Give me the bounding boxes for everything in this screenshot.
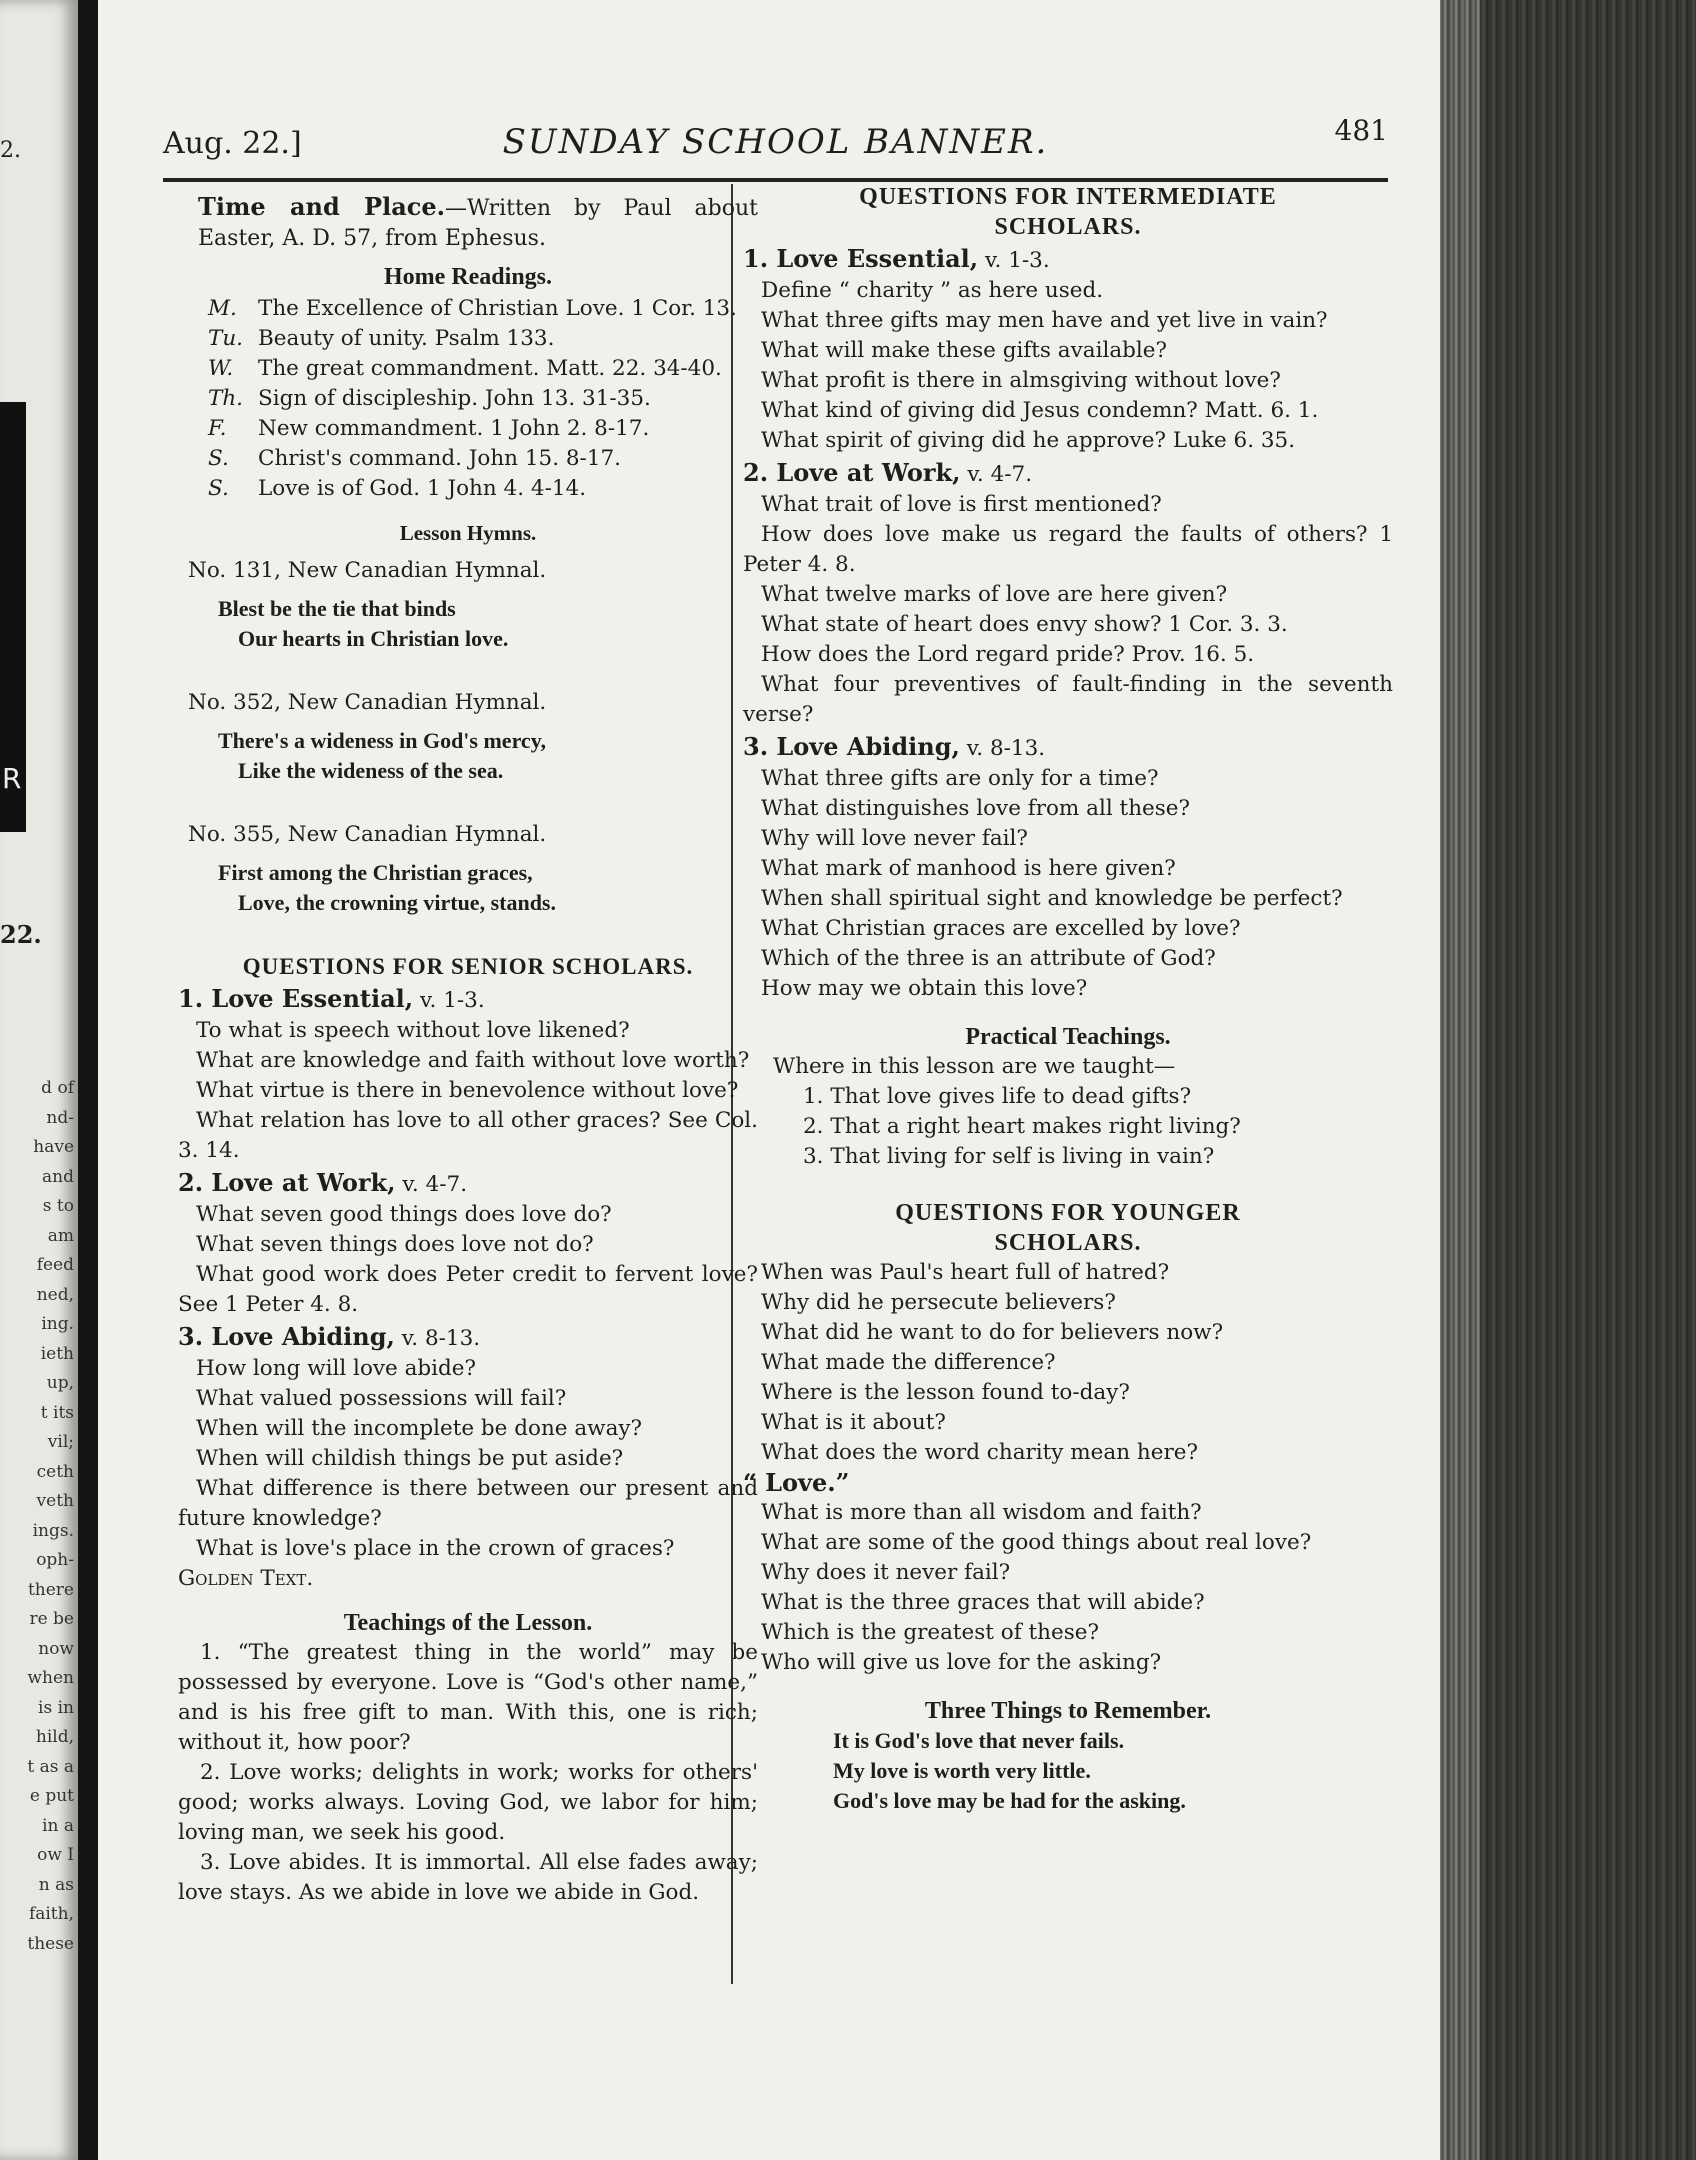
- home-reading-row: [208, 384, 758, 414]
- three-things-title: Three Things to Remember.: [924, 1698, 1212, 1724]
- golden-text: [178, 1564, 758, 1594]
- question-line: What three gifts are only for a time?: [761, 766, 1159, 791]
- page-edges: [1440, 0, 1696, 2160]
- left-page-fragment-line: feed: [36, 1255, 74, 1275]
- question-line: What profit is there in almsgiving without love?: [761, 368, 1281, 393]
- senior-questions-title: QUESTIONS FOR SENIOR SCHOLARS.: [242, 954, 694, 979]
- senior-sections: [178, 984, 758, 1564]
- left-page-fragment: [0, 0, 78, 2160]
- header-title: SUNDAY SCHOOL BANNER.: [502, 122, 1049, 162]
- question-line: What state of heart does envy show? 1 Cor. 3. 3.: [761, 612, 1288, 637]
- love-question: Which is the greatest of these?: [761, 1620, 1100, 1645]
- younger-title-line-1: QUESTIONS FOR YOUNGER: [895, 1200, 1241, 1226]
- love-questions: [743, 1498, 1393, 1678]
- left-page-fragment-line: ow I: [37, 1845, 74, 1865]
- teaching-paragraph: 2. Love works; delights in work; works for others' good; works always. Loving God, we labor for him; loving man, we seek his good.: [178, 1760, 758, 1845]
- love-question: Why does it never fail?: [761, 1560, 1011, 1585]
- header-date: Aug. 22.]: [163, 126, 302, 161]
- teaching-paragraph: 1. “The greatest thing in the world” may be possessed by everyone. Love is “God's other name,” and is his free gift to man. With this, one is rich; without it, how poor?: [178, 1640, 758, 1755]
- hymn-entry: [178, 820, 758, 918]
- hymn-line: Blest be the tie that binds: [218, 596, 456, 621]
- book-gutter: [78, 0, 100, 2160]
- left-column: [178, 192, 758, 1908]
- question-line: What distinguishes love from all these?: [761, 796, 1191, 821]
- younger-question: Why did he persecute believers?: [761, 1290, 1116, 1315]
- love-question: What is the three graces that will abide?: [761, 1590, 1205, 1615]
- section-label: 2. Love at Work,: [743, 458, 961, 487]
- practical-item: 3. That living for self is living in vain?: [803, 1144, 1215, 1169]
- teachings-list: [178, 1638, 758, 1908]
- section-label: 3. Love Abiding,: [178, 1322, 395, 1351]
- younger-question: When was Paul's heart full of hatred?: [761, 1260, 1170, 1285]
- left-page-fragment-line: ieth: [40, 1343, 74, 1364]
- header-page-number: 481: [1334, 114, 1388, 147]
- question-line: What twelve marks of love are here given?: [761, 582, 1228, 607]
- question-line: How may we obtain this love?: [761, 976, 1088, 1001]
- practical-teachings-title: Practical Teachings.: [965, 1024, 1171, 1050]
- question-line: What trait of love is first mentioned?: [761, 492, 1162, 517]
- left-page-fragment-line: oph-: [36, 1550, 74, 1570]
- left-page-fragment-line: ings.: [32, 1520, 74, 1541]
- home-reading-row: [208, 354, 758, 384]
- question-line: What relation has love to all other graces? See Col. 3. 14.: [178, 1108, 758, 1163]
- home-readings-title: Home Readings.: [384, 264, 552, 290]
- younger-question: What is it about?: [761, 1410, 946, 1435]
- question-line: What three gifts may men have and yet live in vain?: [761, 308, 1328, 333]
- hymns-list: [178, 556, 758, 918]
- left-page-fragment-line: have: [33, 1137, 74, 1157]
- younger-question: What did he want to do for believers now?: [761, 1320, 1224, 1345]
- love-question: What are some of the good things about real love?: [761, 1530, 1312, 1555]
- left-page-fragment-line: there: [27, 1579, 74, 1600]
- hymn-number: No. 352, New Canadian Hymnal.: [188, 690, 547, 715]
- intermediate-sections: [743, 244, 1393, 1004]
- left-page-fragment-line: now: [38, 1638, 74, 1659]
- left-page-fragment-line: ing.: [41, 1314, 74, 1334]
- home-reading-row: [208, 324, 758, 354]
- hymn-line: Love, the crowning virtue, stands.: [238, 890, 556, 915]
- practical-items: [743, 1082, 1393, 1172]
- question-line: What Christian graces are excelled by love?: [761, 916, 1241, 941]
- reading-text: Beauty of unity. Psalm 133.: [258, 326, 555, 351]
- teaching-paragraph: 3. Love abides. It is immortal. All else fades away; love stays. As we abide in love we abide in God.: [178, 1850, 758, 1905]
- reading-day: W.: [208, 356, 234, 381]
- question-line: What seven good things does love do?: [196, 1202, 612, 1227]
- home-reading-row: [208, 414, 758, 444]
- practical-item: 1. That love gives life to dead gifts?: [803, 1084, 1192, 1109]
- hymn-entry: [178, 556, 758, 654]
- left-page-fragment-line: t as a: [27, 1756, 74, 1777]
- left-page-fragment-line: t its: [40, 1402, 74, 1423]
- remember-item: God's love may be had for the asking.: [833, 1788, 1186, 1813]
- left-page-fragment-line: these: [27, 1933, 74, 1954]
- question-line: What spirit of giving did he approve? Luke 6. 35.: [761, 428, 1296, 453]
- page-header: [163, 108, 1388, 178]
- younger-question: Where is the lesson found to-day?: [761, 1380, 1130, 1405]
- question-line: What difference is there between our present and future knowledge?: [178, 1476, 758, 1531]
- love-label: “ Love.”: [743, 1468, 850, 1497]
- question-line: What kind of giving did Jesus condemn? Matt. 6. 1.: [761, 398, 1319, 423]
- left-page-fragment-line: am: [47, 1225, 74, 1246]
- question-line: How long will love abide?: [196, 1356, 477, 1381]
- left-page-fragment-line: ned,: [36, 1284, 74, 1305]
- remember-item: It is God's love that never fails.: [833, 1728, 1125, 1753]
- younger-title-line-2: SCHOLARS.: [994, 1230, 1142, 1256]
- left-page-fragment-line: nd-: [46, 1107, 74, 1128]
- tab-letter: R: [2, 762, 22, 795]
- black-tab: [0, 402, 26, 832]
- reading-day: F.: [208, 416, 227, 441]
- section-label: 3. Love Abiding,: [743, 732, 960, 761]
- lesson-hymns-title: Lesson Hymns.: [399, 521, 537, 545]
- golden-text-label: Golden Text.: [178, 1566, 314, 1591]
- intermediate-title-line-2: SCHOLARS.: [994, 214, 1142, 240]
- reading-day: S.: [208, 476, 229, 501]
- section-verse-ref: v. 8-13.: [959, 736, 1046, 761]
- younger-question: What made the difference?: [761, 1350, 1056, 1375]
- question-line: To what is speech without love likened?: [196, 1018, 630, 1043]
- left-page-fragment-line: in a: [42, 1815, 74, 1836]
- question-line: Define “ charity ” as here used.: [761, 278, 1104, 303]
- section-heading: [178, 984, 758, 1016]
- section-verse-ref: v. 1-3.: [978, 248, 1050, 273]
- question-line: How does the Lord regard pride? Prov. 16. 5.: [761, 642, 1255, 667]
- question-line: What good work does Peter credit to fervent love? See 1 Peter 4. 8.: [178, 1262, 758, 1317]
- left-page-fragment-line: and: [42, 1166, 74, 1187]
- section-label: 1. Love Essential,: [743, 244, 979, 273]
- question-line: What are knowledge and faith without love worth?: [196, 1048, 750, 1073]
- reading-day: Th.: [208, 386, 244, 411]
- section-heading: [743, 732, 1393, 764]
- home-reading-row: [208, 474, 758, 504]
- time-and-place: [198, 192, 758, 254]
- section-heading: [743, 244, 1393, 276]
- remember-items: [833, 1726, 1393, 1816]
- left-page-fragment-line: d of: [41, 1078, 74, 1098]
- left-page-fragment-line: n as: [38, 1874, 74, 1895]
- reading-text: New commandment. 1 John 2. 8-17.: [258, 416, 650, 441]
- teachings-title: Teachings of the Lesson.: [343, 1610, 593, 1636]
- question-line: What seven things does love not do?: [196, 1232, 594, 1257]
- left-page-fragment-line: is in: [38, 1697, 74, 1718]
- left-page-fragment-line: ceth: [36, 1461, 74, 1482]
- hymn-line: First among the Christian graces,: [218, 860, 533, 885]
- hymn-line: There's a wideness in God's mercy,: [218, 728, 546, 753]
- question-line: What valued possessions will fail?: [196, 1386, 567, 1411]
- section-verse-ref: v. 4-7.: [960, 462, 1033, 487]
- section-verse-ref: v. 8-13.: [394, 1326, 481, 1351]
- question-line: How does love make us regard the faults of others? 1 Peter 4. 8.: [743, 522, 1393, 577]
- home-readings-list: [208, 294, 758, 504]
- left-page-fragment-line: up,: [46, 1373, 74, 1393]
- hymn-line: Our hearts in Christian love.: [238, 626, 509, 651]
- left-page-fragment-line: vil;: [47, 1432, 74, 1452]
- time-place-label: Time and Place.: [198, 192, 445, 221]
- left-page-fragment-line: veth: [36, 1491, 74, 1511]
- reading-text: The great commandment. Matt. 22. 34-40.: [258, 356, 722, 381]
- left-page-fragment-line: faith,: [28, 1904, 74, 1924]
- practical-item: 2. That a right heart makes right living?: [803, 1114, 1241, 1139]
- question-line: When shall spiritual sight and knowledge be perfect?: [761, 886, 1343, 911]
- question-line: What is love's place in the crown of graces?: [196, 1536, 675, 1561]
- hymn-number: No. 355, New Canadian Hymnal.: [188, 822, 547, 847]
- hymn-entry: [178, 688, 758, 786]
- reading-text: Love is of God. 1 John 4. 4-14.: [258, 476, 587, 501]
- reading-text: The Excellence of Christian Love. 1 Cor. 13.: [258, 296, 737, 321]
- younger-question: What does the word charity mean here?: [761, 1440, 1198, 1465]
- left-page-fragment-line: s to: [42, 1196, 74, 1216]
- question-line: What four preventives of fault-finding in the seventh verse?: [743, 672, 1393, 727]
- reading-day: S.: [208, 446, 229, 471]
- home-reading-row: [208, 444, 758, 474]
- left-page-lesson-number: 22.: [0, 920, 42, 949]
- time-place-text: —Written by Paul about Easter, A. D. 57, from Ephesus.: [198, 196, 758, 251]
- question-line: What virtue is there in benevolence without love?: [196, 1078, 739, 1103]
- left-page-fragment-line: e put: [29, 1786, 74, 1806]
- section-verse-ref: v. 1-3.: [413, 988, 485, 1013]
- question-line: Which of the three is an attribute of God?: [761, 946, 1216, 971]
- reading-day: Tu.: [208, 326, 244, 351]
- love-question: Who will give us love for the asking?: [761, 1650, 1162, 1675]
- left-page-fragment-line: re be: [29, 1609, 74, 1629]
- practical-intro: Where in this lesson are we taught—: [773, 1054, 1176, 1079]
- left-page-fragment-line: hild,: [35, 1727, 74, 1747]
- section-label: 1. Love Essential,: [178, 984, 414, 1013]
- intermediate-title-line-1: QUESTIONS FOR INTERMEDIATE: [859, 184, 1277, 210]
- home-reading-row: [208, 294, 758, 324]
- section-heading: [178, 1322, 758, 1354]
- reading-day: M.: [208, 296, 237, 321]
- question-line: What will make these gifts available?: [761, 338, 1168, 363]
- reading-text: Christ's command. John 15. 8-17.: [258, 446, 622, 471]
- section-heading: [178, 1168, 758, 1200]
- hymn-line: Like the wideness of the sea.: [238, 758, 504, 783]
- question-line: When will the incomplete be done away?: [196, 1416, 643, 1441]
- right-column: [743, 182, 1393, 1816]
- left-page-number: 2.: [0, 138, 21, 163]
- remember-item: My love is worth very little.: [833, 1758, 1091, 1783]
- section-label: 2. Love at Work,: [178, 1168, 396, 1197]
- question-line: What mark of manhood is here given?: [761, 856, 1176, 881]
- reading-text: Sign of discipleship. John 13. 31-35.: [258, 386, 651, 411]
- section-heading: [743, 458, 1393, 490]
- left-page-fragment-line: when: [27, 1668, 74, 1688]
- question-line: When will childish things be put aside?: [196, 1446, 624, 1471]
- love-question: What is more than all wisdom and faith?: [761, 1500, 1202, 1525]
- section-verse-ref: v. 4-7.: [395, 1172, 468, 1197]
- hymn-number: No. 131, New Canadian Hymnal.: [188, 558, 547, 583]
- page: [98, 0, 1458, 2160]
- question-line: Why will love never fail?: [761, 826, 1028, 851]
- younger-questions: [743, 1258, 1393, 1468]
